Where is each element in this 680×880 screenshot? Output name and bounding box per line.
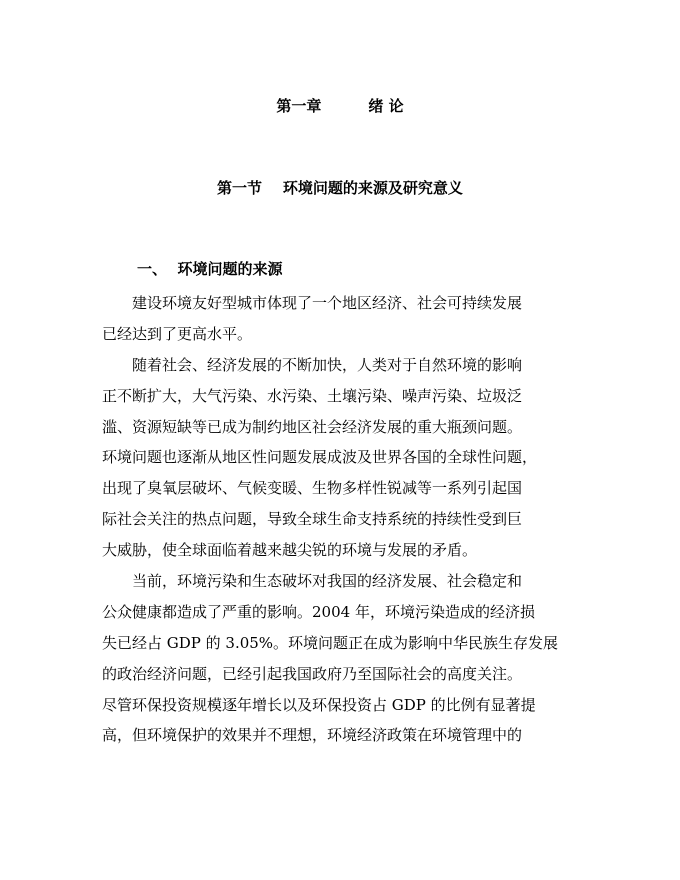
paragraph-line: 际社会关注的热点问题，导致全球生命支持系统的持续性受到巨 (102, 510, 523, 529)
paragraph-line: 滥、资源短缺等已成为制约地区社会经济发展的重大瓶颈问题。 (102, 417, 523, 436)
paragraph-line: 随着社会、经济发展的不断加快，人类对于自然环境的影响 (132, 355, 523, 374)
paragraph-line: 已经达到了更高水平。 (102, 324, 253, 343)
paragraph-line: 高，但环境保护的效果并不理想，环境经济政策在环境管理中的 (102, 726, 523, 745)
paragraph-line: 建设环境友好型城市体现了一个地区经济、社会可持续发展 (132, 294, 523, 312)
paragraph-line: 当前，环境污染和生态破坏对我国的经济发展、社会稳定和 (132, 572, 523, 591)
section-title: 第一节 环境问题的来源及研究意义 (217, 179, 463, 197)
body-text (102, 288, 582, 751)
paragraph-line: 失已经占 GDP 的 3.05%。环境问题正在成为影响中华民族生存发展 (102, 633, 559, 652)
paragraph-line: 环境问题也逐渐从地区性问题发展成波及世界各国的全球性问题， (102, 448, 538, 467)
paragraph-line: 大威胁，使全球面临着越来越尖锐的环境与发展的矛盾。 (102, 541, 478, 560)
paragraph-line: 公众健康都造成了严重的影响。2004 年，环境污染造成的经济损 (102, 602, 535, 621)
chapter-title: 第一章 绪 论 (276, 97, 404, 115)
paragraph-line: 出现了臭氧层破坏、气候变暖、生物多样性锐减等一系列引起国 (102, 479, 523, 498)
paragraph-line: 正不断扩大，大气污染、水污染、土壤污染、噪声污染、垃圾泛 (102, 386, 523, 405)
paragraph-line: 的政治经济问题，已经引起我国政府乃至国际社会的高度关注。 (102, 664, 523, 683)
paragraph-line: 尽管环保投资规模逐年增长以及环保投资占 GDP 的比例有显著提 (102, 695, 536, 714)
subsection-title: 一、 环境问题的来源 (137, 260, 283, 278)
